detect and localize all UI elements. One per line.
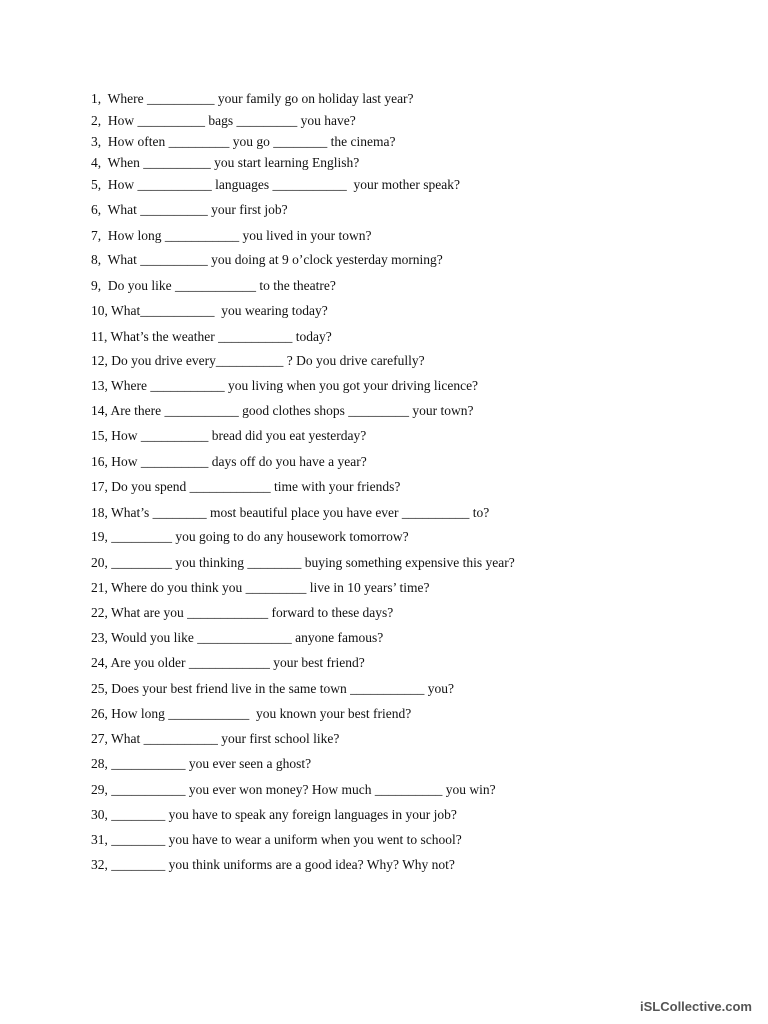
question-23: 23, Would you like ______________ anyone famous? — [91, 630, 384, 645]
question-30: 30, ________ you have to speak any foreign languages in your job? — [91, 807, 457, 822]
question-4: 4, When __________ you start learning English? — [91, 155, 360, 170]
question-29: 29, ___________ you ever won money? How much __________ you win? — [91, 782, 496, 797]
question-17: 17, Do you spend ____________ time with your friends? — [91, 479, 401, 494]
question-31: 31, ________ you have to wear a uniform when you went to school? — [91, 832, 462, 847]
question-16: 16, How __________ days off do you have a year? — [91, 454, 367, 469]
question-1: 1, Where __________ your family go on holiday last year? — [91, 91, 414, 106]
question-26: 26, How long ____________ you known your best friend? — [91, 706, 412, 721]
question-8: 8, What __________ you doing at 9 o’clock yesterday morning? — [91, 252, 443, 267]
question-27: 27, What ___________ your first school like? — [91, 731, 340, 746]
question-11: 11, What’s the weather ___________ today? — [91, 329, 332, 344]
question-18: 18, What’s ________ most beautiful place you have ever __________ to? — [91, 505, 490, 520]
question-12: 12, Do you drive every__________ ? Do you drive carefully? — [91, 353, 425, 368]
question-14: 14, Are there ___________ good clothes shops _________ your town? — [91, 403, 474, 418]
question-32: 32, ________ you think uniforms are a good idea? Why? Why not? — [91, 857, 455, 872]
question-19: 19, _________ you going to do any housework tomorrow? — [91, 529, 409, 544]
question-21: 21, Where do you think you _________ live in 10 years’ time? — [91, 580, 430, 595]
question-28: 28, ___________ you ever seen a ghost? — [91, 756, 312, 771]
question-13: 13, Where ___________ you living when you got your driving licence? — [91, 378, 479, 393]
question-3: 3, How often _________ you go ________ the cinema? — [91, 134, 396, 149]
question-25: 25, Does your best friend live in the same town ___________ you? — [91, 681, 454, 696]
question-7: 7, How long ___________ you lived in your town? — [91, 228, 372, 243]
question-9: 9, Do you like ____________ to the theatre? — [91, 278, 336, 293]
question-22: 22, What are you ____________ forward to these days? — [91, 605, 394, 620]
question-6: 6, What __________ your first job? — [91, 202, 288, 217]
question-15: 15, How __________ bread did you eat yesterday? — [91, 428, 367, 443]
question-24: 24, Are you older ____________ your best friend? — [91, 655, 365, 670]
site-watermark: iSLCollective.com — [640, 999, 752, 1014]
question-5: 5, How ___________ languages ___________ your mother speak? — [91, 177, 460, 192]
question-10: 10, What___________ you wearing today? — [91, 303, 328, 318]
question-2: 2, How __________ bags _________ you have? — [91, 113, 356, 128]
question-20: 20, _________ you thinking ________ buying something expensive this year? — [91, 555, 515, 570]
